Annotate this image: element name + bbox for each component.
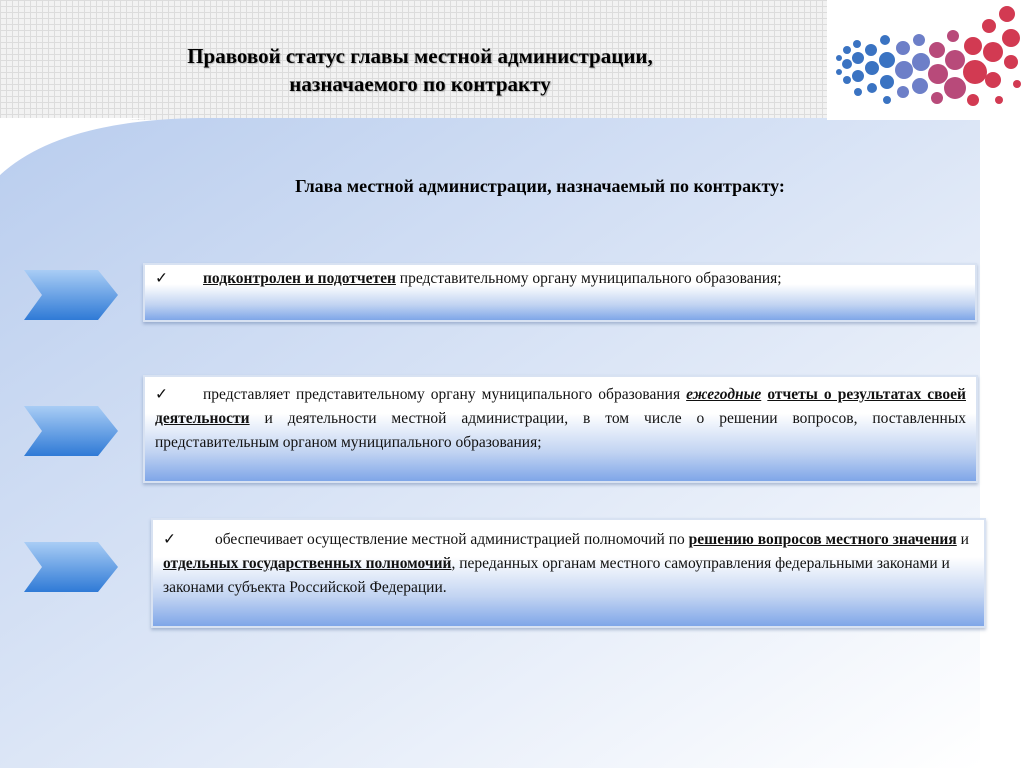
page-title: [120, 42, 720, 98]
emphasis-text: отчеты о результатах своей деятельности: [155, 386, 966, 427]
item-text: обеспечивает осуществление местной администрацией полномочий по: [215, 531, 689, 548]
section-subtitle: Глава местной администрации, назначаемый по контракту:: [295, 176, 785, 196]
chevron-right-icon: [24, 406, 120, 456]
emphasis-text: отдельных государственных полномочий: [163, 555, 452, 572]
chevron-right-icon: [24, 270, 120, 320]
list-item: [151, 518, 986, 628]
emphasis-text: подконтролен и подотчетен: [203, 270, 396, 287]
item-text: представительному органу муниципального образования;: [395, 270, 782, 287]
list-item: [143, 263, 977, 322]
item-text: представляет представительному органу муниципального образования: [203, 386, 687, 403]
emphasis-text: решению вопросов местного значения: [688, 531, 957, 548]
emphasis-text: ежегодные: [686, 386, 762, 403]
checkmark-icon: ✓: [155, 270, 168, 287]
item-text: , переданных органам местного самоуправления федеральными законами и законами субъекта Российской Федерации.: [163, 555, 950, 596]
chevron-right-icon: [24, 542, 120, 592]
checkmark-icon: ✓: [155, 386, 168, 403]
list-item: [143, 375, 978, 483]
title-line-1: Правовой статус главы местной администрации,: [187, 44, 653, 68]
item-text: и: [956, 531, 969, 548]
title-line-2: назначаемого по контракту: [289, 72, 551, 96]
item-text: и деятельности местной администрации, в том числе о решении вопросов, поставленных представительным органом муниципального образования;: [155, 410, 966, 451]
dotted-circles-logo-icon: [827, 0, 1024, 120]
checkmark-icon: ✓: [163, 531, 176, 548]
logo: [827, 0, 1024, 120]
